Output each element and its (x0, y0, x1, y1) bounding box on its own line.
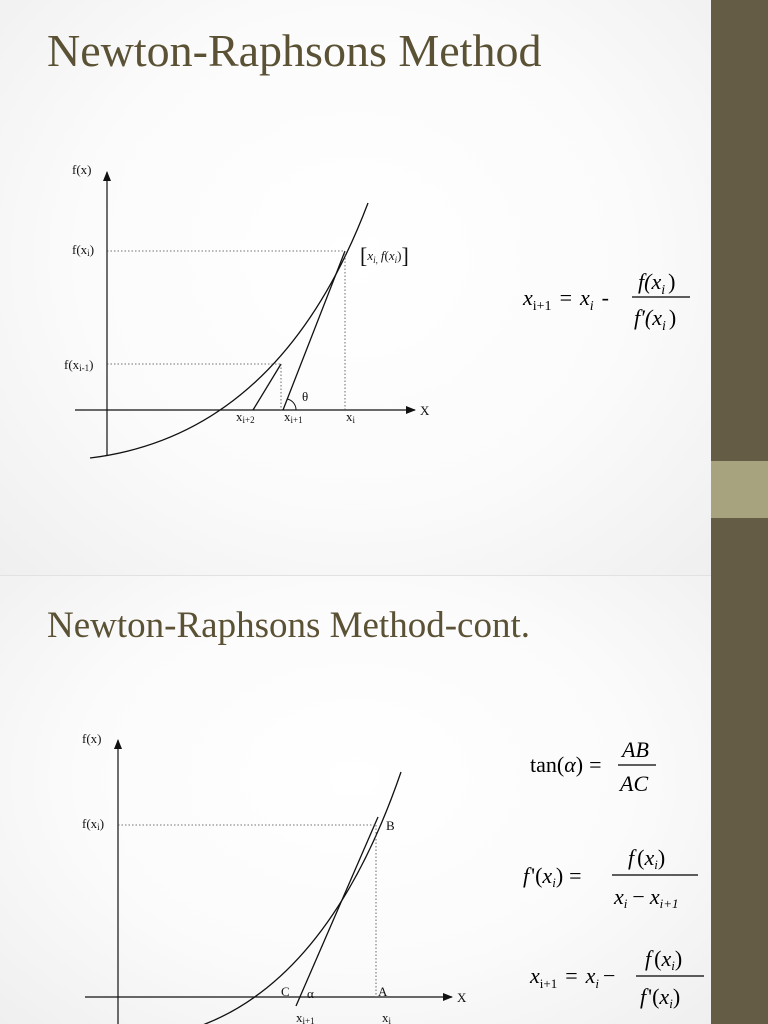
x-axis-label: X (457, 990, 467, 1005)
svg-text:xi−xi+1: xi − xi+1 (614, 884, 679, 911)
slide-2 (0, 576, 711, 1024)
svg-text:tan(α)=: tan(α) = (530, 752, 602, 777)
svg-text:f'(xi)=: f'(xi) = (523, 863, 582, 890)
xi2-label: xi+2 (236, 409, 255, 425)
tan-alpha-formula (530, 737, 656, 796)
tangent-line-xi (283, 251, 345, 410)
xi-label: xi (346, 409, 356, 425)
point-label: [$x_{i,}$ $f(x_i)$] (360, 243, 409, 268)
xi-label: xi (382, 1010, 392, 1024)
slide-2-graph (0, 576, 711, 1024)
fxi-label: f(xi) (72, 242, 95, 258)
xi1-label: xi+1 (296, 1010, 315, 1024)
svg-text:f'(xi): f'(xi) (640, 984, 681, 1011)
svg-text:AC: AC (620, 771, 649, 796)
svg-text:f(xi): f (xi) (645, 946, 683, 973)
svg-text:xi+1=xi−: $x_{i+1} = x_i$ − (530, 963, 616, 991)
newton-raphson-formula (522, 269, 690, 334)
slide-2-title: Newton-Raphsons Method-cont. (47, 605, 530, 646)
y-axis-label: f(x) (82, 731, 102, 746)
svg-text:AB: AB (622, 737, 649, 762)
point-b-label: B (386, 818, 395, 833)
svg-text:f(xi): f (xi) (628, 845, 666, 872)
alpha-label: α (307, 986, 314, 1001)
xi1-label: xi+1 (284, 409, 303, 425)
tangent-line (296, 817, 378, 1006)
svg-text:xi+1=xi-: $x_{i+1} = x_i$ - (523, 285, 609, 314)
y-axis-label: f(x) (72, 162, 92, 177)
svg-text:f′(xi): $f'(x_i$ ) (634, 305, 677, 334)
point-a-label: A (378, 984, 388, 999)
sidebar-accent-block (711, 461, 768, 518)
function-curve (90, 203, 368, 458)
point-c-label: C (281, 984, 290, 999)
slide-1-title: Newton-Raphsons Method (47, 25, 542, 76)
svg-text:f(xi): $f(x_i$ ) (638, 269, 676, 298)
function-curve (200, 772, 401, 1024)
x-axis-label: X (420, 403, 430, 418)
theta-label: θ (302, 389, 309, 404)
fxi-1-label: f(xi-1) (64, 357, 94, 373)
iteration-formula (529, 946, 704, 1011)
derivative-formula (523, 845, 698, 911)
fxi-label: f(xi) (82, 816, 105, 832)
